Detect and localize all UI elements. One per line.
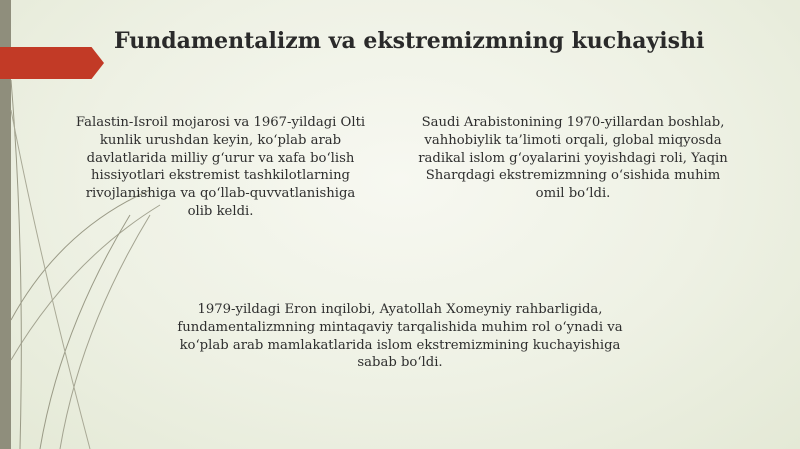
left-paragraph bbox=[48, 114, 393, 221]
paragraph-line: Falastin-Isroil mojarosi va 1967-yildagi Olti bbox=[75, 115, 366, 130]
paragraph-line: kunlik urushdan keyin, ko‘plab arab bbox=[99, 132, 342, 148]
slide-title: Fundamentalizm va ekstremizmning kuchayishi bbox=[114, 28, 705, 54]
paragraph-line: olib keldi. bbox=[187, 203, 254, 219]
paragraph-line: rivojlanishiga va qo‘llab-quvvatlanishiga bbox=[85, 186, 356, 202]
paragraph-line: davlatlarida milliy g‘urur va xafa bo‘lish bbox=[86, 150, 355, 166]
title-accent-arrow bbox=[0, 47, 104, 79]
paragraph-line: fundamentalizmning mintaqaviy tarqalishida muhim rol o‘ynadi va bbox=[177, 319, 623, 335]
paragraph-line: 1979-yildagi Eron inqilobi, Ayatollah Xomeyniy rahbarligida, bbox=[197, 302, 603, 317]
paragraph-line: hissiyotlari ekstremist tashkilotlarning bbox=[90, 168, 351, 184]
paragraph-line: sabab bo‘ldi. bbox=[357, 355, 443, 371]
bottom-paragraph bbox=[140, 301, 660, 372]
paragraph-line: omil bo‘ldi. bbox=[535, 186, 611, 202]
paragraph-line: Sharqdagi ekstremizmning o‘sishida muhim bbox=[425, 168, 721, 184]
right-paragraph bbox=[398, 114, 748, 203]
paragraph-line: Saudi Arabistonining 1970-yillardan boshlab, bbox=[421, 115, 725, 130]
paragraph-line: ko‘plab arab mamlakatlarida islom ekstremizmining kuchayishiga bbox=[179, 337, 621, 353]
paragraph-line: radikal islom g‘oyalarini yoyishdagi roli, Yaqin bbox=[418, 150, 728, 166]
paragraph-line: vahhobiylik ta’limoti orqali, global miqyosda bbox=[424, 132, 722, 148]
